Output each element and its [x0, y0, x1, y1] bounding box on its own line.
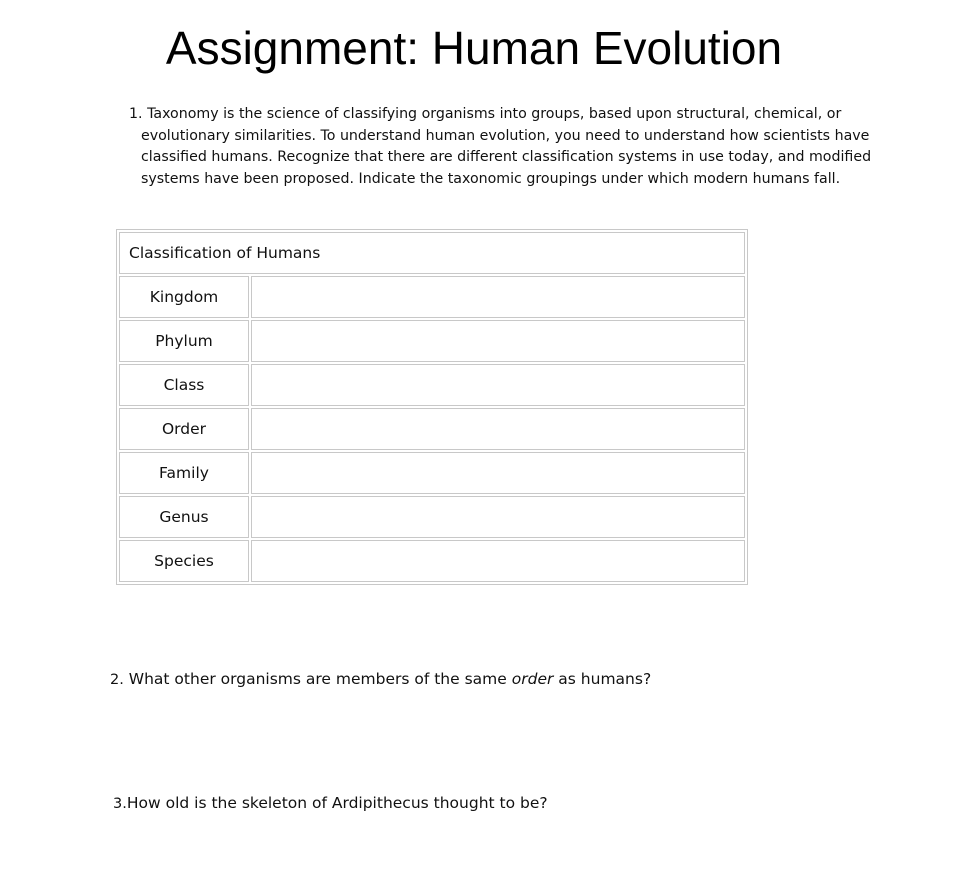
table-row [119, 496, 745, 538]
answer-cell-species[interactable] [251, 540, 745, 582]
question-1-text [109, 104, 889, 190]
answer-cell-order[interactable] [251, 408, 745, 450]
question-2-number: 2. [110, 672, 124, 688]
rank-label-phylum: Phylum [119, 320, 249, 362]
question-3-number: 3. [113, 796, 127, 812]
question-2-text-after: as humans? [558, 670, 652, 688]
rank-label-order: Order [119, 408, 249, 450]
table-row [119, 320, 745, 362]
question-1-body: Taxonomy is the science of classifying organisms into groups, based upon structural, chemical, or evolutionary similarities. To understand human evolution, you need to understand how scientists have classified humans. Recognize that there are different classification systems in use today, and modified systems have been proposed. Indicate the taxonomic groupings under which modern humans fall. [141, 106, 872, 187]
rank-label-class: Class [119, 364, 249, 406]
question-3-text: How old is the skeleton of Ardipithecus thought to be? [126, 794, 548, 812]
question-2-emphasis: order [511, 670, 554, 688]
answer-cell-kingdom[interactable] [251, 276, 745, 318]
question-3 [113, 791, 548, 816]
rank-label-kingdom: Kingdom [119, 276, 249, 318]
answer-cell-family[interactable] [251, 452, 745, 494]
table-row [119, 364, 745, 406]
rank-label-family: Family [119, 452, 249, 494]
table-row [119, 540, 745, 582]
table-header: Classification of Humans [119, 232, 745, 274]
question-1-number: 1. [129, 106, 143, 122]
answer-cell-phylum[interactable] [251, 320, 745, 362]
rank-label-genus: Genus [119, 496, 249, 538]
question-2-text-before: What other organisms are members of the same [128, 670, 507, 688]
answer-cell-genus[interactable] [251, 496, 745, 538]
table-row [119, 408, 745, 450]
classification-table [116, 229, 748, 585]
table-row [119, 452, 745, 494]
rank-label-species: Species [119, 540, 249, 582]
question-1 [109, 104, 889, 190]
question-2 [110, 667, 651, 692]
table-header-row [119, 232, 745, 274]
answer-cell-class[interactable] [251, 364, 745, 406]
table-row [119, 276, 745, 318]
page-title: Assignment: Human Evolution [165, 22, 783, 74]
